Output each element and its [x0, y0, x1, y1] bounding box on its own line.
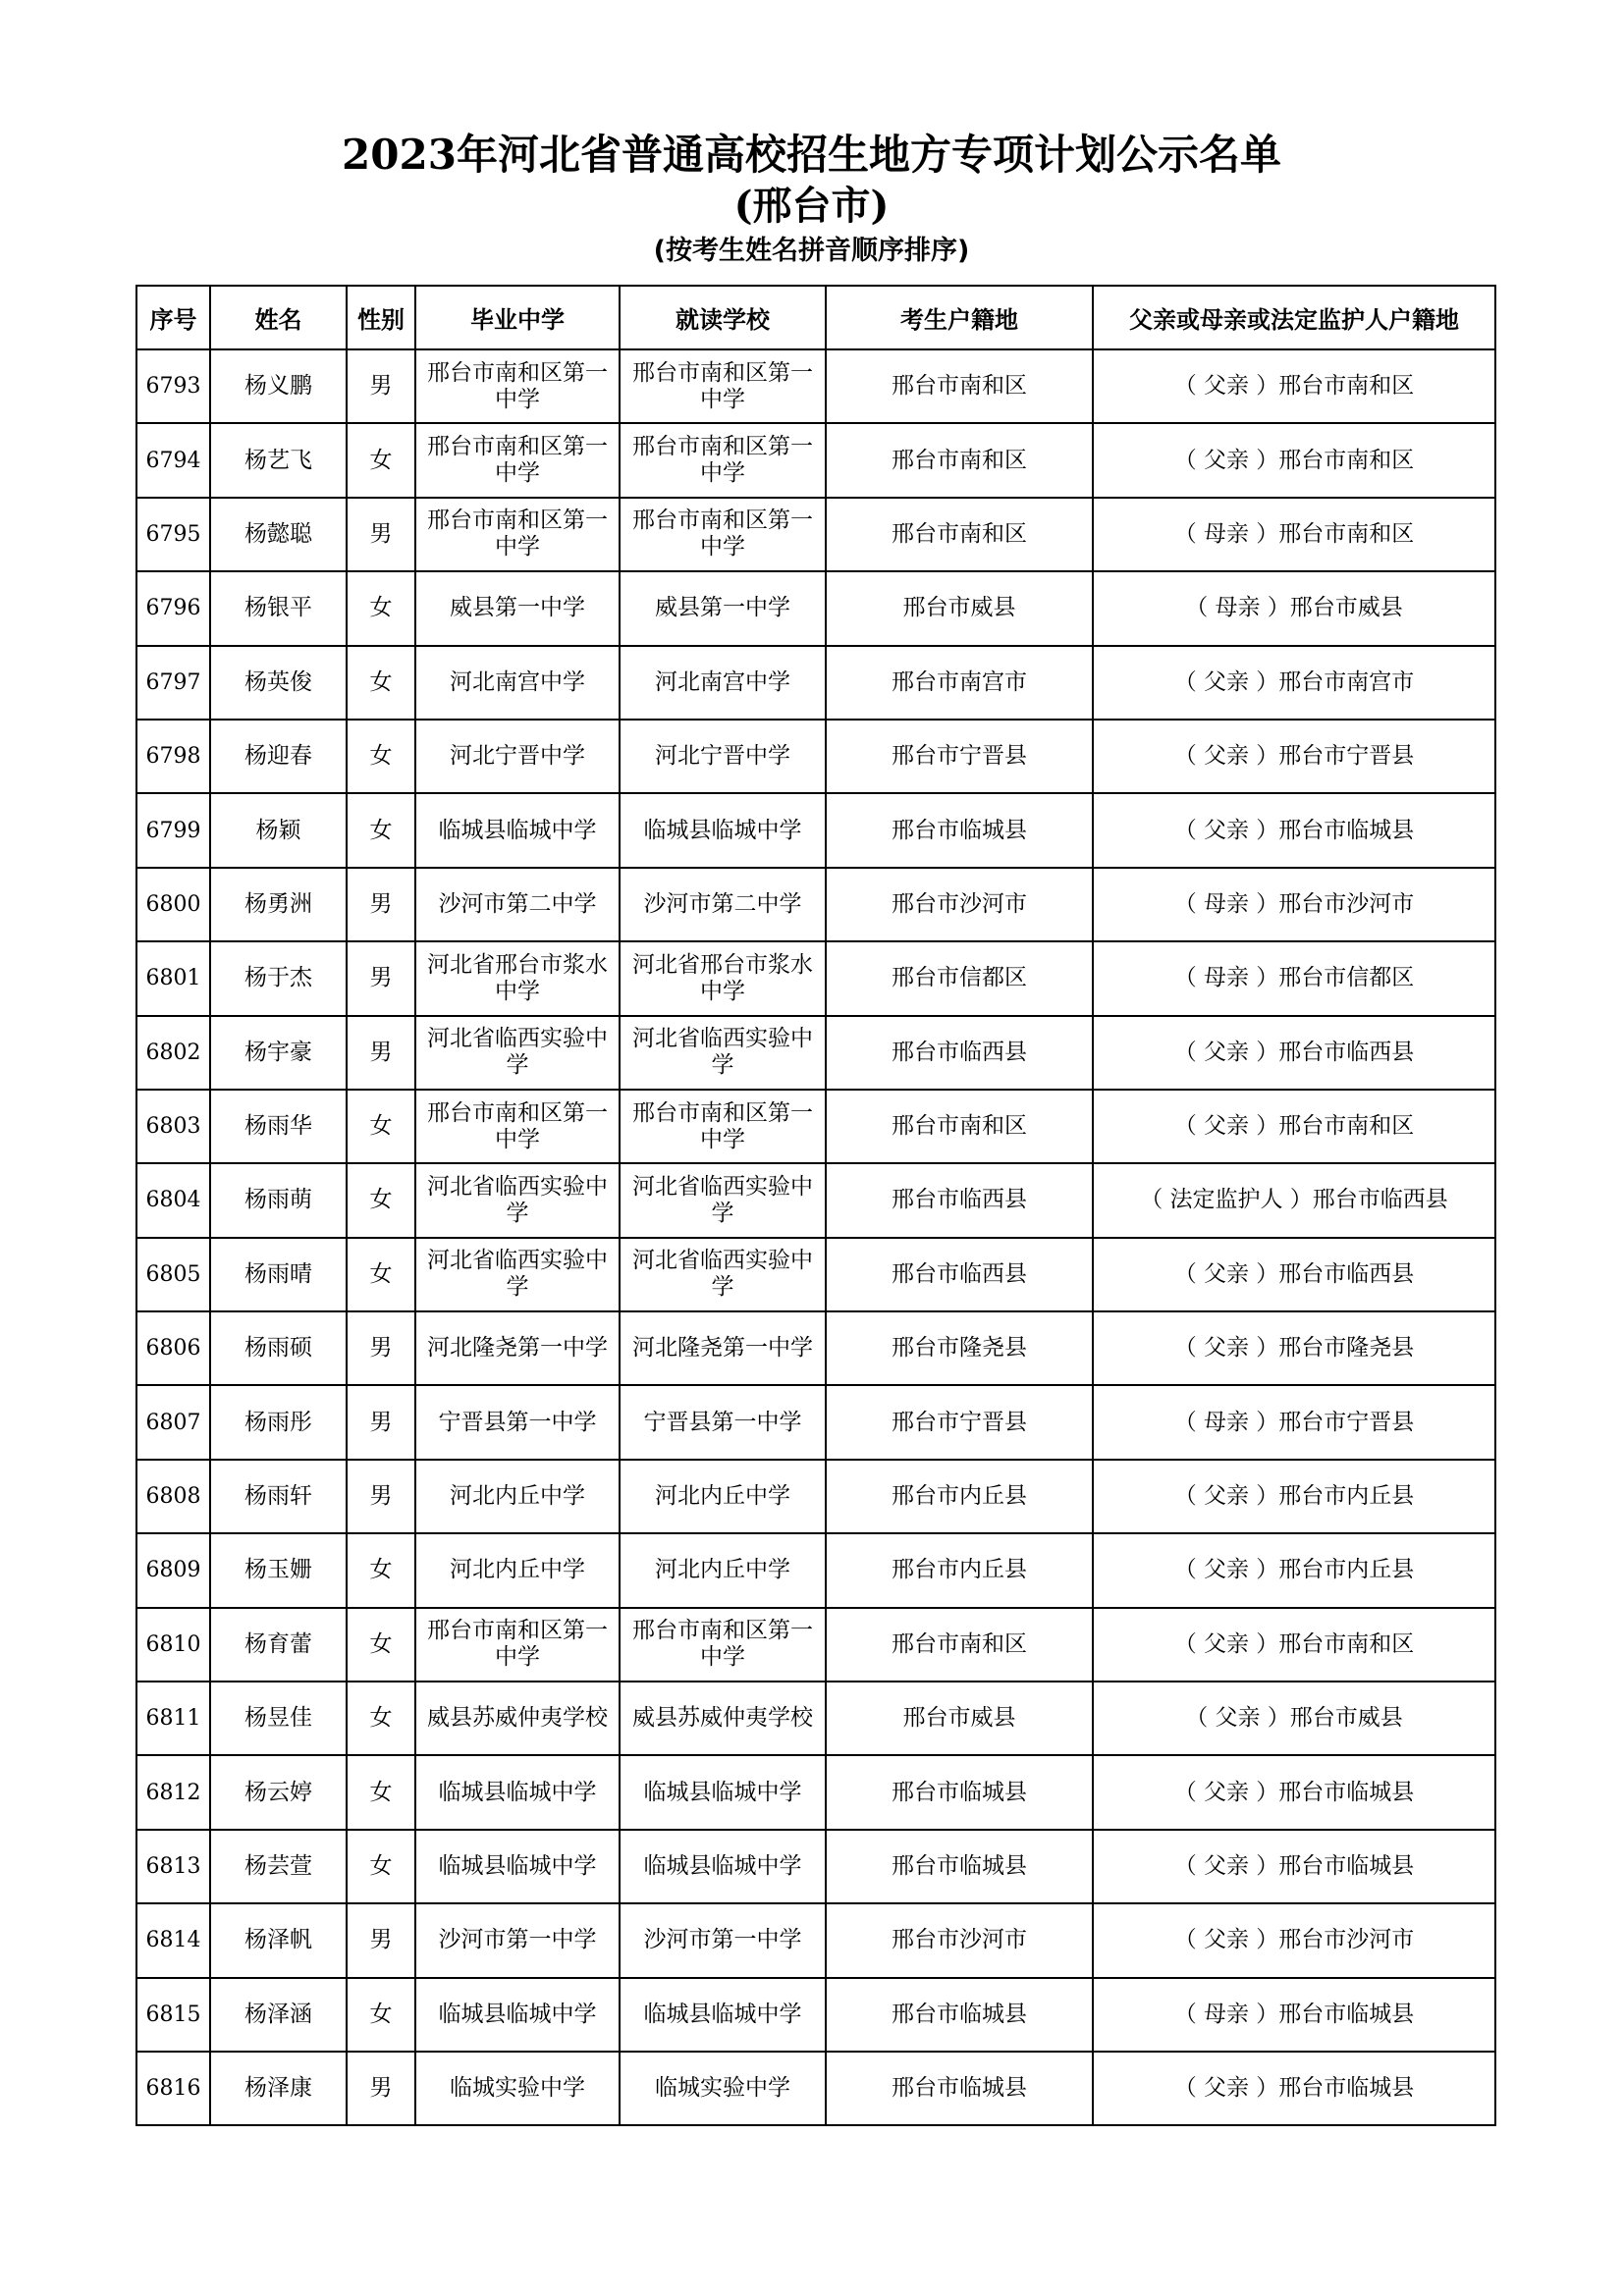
cell-household-registration: 邢台市隆尧县 [826, 1311, 1093, 1385]
cell-name: 杨雨萌 [210, 1163, 347, 1237]
cell-index: 6807 [136, 1385, 210, 1459]
cell-index: 6800 [136, 868, 210, 941]
table-row [136, 1311, 1495, 1385]
cell-current-school: 沙河市第二中学 [620, 868, 826, 941]
cell-graduation-school: 邢台市南和区第一中学 [415, 1608, 620, 1682]
table-row [136, 1978, 1495, 2052]
cell-guardian-registration: （ 父亲 ）邢台市南和区 [1093, 1090, 1495, 1163]
table-header-row [136, 286, 1495, 349]
cell-name: 杨艺飞 [210, 423, 347, 497]
cell-name: 杨英俊 [210, 646, 347, 720]
cell-guardian-registration: （ 父亲 ）邢台市威县 [1093, 1682, 1495, 1755]
cell-household-registration: 邢台市宁晋县 [826, 720, 1093, 793]
header-gender: 性别 [347, 286, 415, 349]
document-title: 2023年河北省普通高校招生地方专项计划公示名单 [342, 131, 1281, 179]
table-row [136, 423, 1495, 497]
cell-household-registration: 邢台市临城县 [826, 1978, 1093, 2052]
cell-current-school: 河北宁晋中学 [620, 720, 826, 793]
cell-graduation-school: 河北南宫中学 [415, 646, 620, 720]
cell-guardian-registration: （ 父亲 ）邢台市宁晋县 [1093, 720, 1495, 793]
cell-current-school: 临城县临城中学 [620, 793, 826, 867]
cell-graduation-school: 河北内丘中学 [415, 1533, 620, 1607]
cell-household-registration: 邢台市威县 [826, 1682, 1093, 1755]
table-row [136, 793, 1495, 867]
cell-current-school: 邢台市南和区第一中学 [620, 349, 826, 423]
cell-guardian-registration: （ 法定监护人 ）邢台市临西县 [1093, 1163, 1495, 1237]
cell-household-registration: 邢台市沙河市 [826, 868, 1093, 941]
cell-graduation-school: 河北隆尧第一中学 [415, 1311, 620, 1385]
cell-name: 杨泽涵 [210, 1978, 347, 2052]
cell-index: 6805 [136, 1238, 210, 1311]
cell-gender: 女 [347, 1682, 415, 1755]
cell-index: 6796 [136, 571, 210, 645]
cell-gender: 男 [347, 1460, 415, 1533]
cell-current-school: 临城县临城中学 [620, 1755, 826, 1829]
table-row [136, 1385, 1495, 1459]
cell-household-registration: 邢台市内丘县 [826, 1460, 1093, 1533]
table-row [136, 868, 1495, 941]
header-index: 序号 [136, 286, 210, 349]
table-row [136, 1682, 1495, 1755]
cell-gender: 女 [347, 1608, 415, 1682]
cell-household-registration: 邢台市临西县 [826, 1163, 1093, 1237]
cell-guardian-registration: （ 父亲 ）邢台市南和区 [1093, 349, 1495, 423]
cell-graduation-school: 河北省邢台市浆水中学 [415, 941, 620, 1015]
cell-index: 6811 [136, 1682, 210, 1755]
cell-graduation-school: 河北宁晋中学 [415, 720, 620, 793]
cell-guardian-registration: （ 父亲 ）邢台市临城县 [1093, 2052, 1495, 2125]
cell-name: 杨勇洲 [210, 868, 347, 941]
cell-household-registration: 邢台市信都区 [826, 941, 1093, 1015]
cell-name: 杨雨彤 [210, 1385, 347, 1459]
table-row [136, 1460, 1495, 1533]
cell-gender: 女 [347, 423, 415, 497]
cell-graduation-school: 临城实验中学 [415, 2052, 620, 2125]
table-row [136, 571, 1495, 645]
cell-current-school: 河北省临西实验中学 [620, 1163, 826, 1237]
cell-gender: 男 [347, 1385, 415, 1459]
cell-current-school: 河北省临西实验中学 [620, 1238, 826, 1311]
cell-name: 杨玉姗 [210, 1533, 347, 1607]
cell-graduation-school: 临城县临城中学 [415, 1830, 620, 1903]
cell-household-registration: 邢台市南和区 [826, 423, 1093, 497]
cell-gender: 男 [347, 1016, 415, 1090]
cell-index: 6798 [136, 720, 210, 793]
cell-gender: 女 [347, 571, 415, 645]
table-row [136, 498, 1495, 571]
header-name: 姓名 [210, 286, 347, 349]
sort-note: (按考生姓名拼音顺序排序) [653, 236, 970, 266]
cell-gender: 男 [347, 349, 415, 423]
cell-graduation-school: 邢台市南和区第一中学 [415, 423, 620, 497]
table-row [136, 1238, 1495, 1311]
header-guardian-registration: 父亲或母亲或法定监护人户籍地 [1093, 286, 1495, 349]
cell-name: 杨昱佳 [210, 1682, 347, 1755]
cell-household-registration: 邢台市临城县 [826, 1755, 1093, 1829]
cell-graduation-school: 沙河市第一中学 [415, 1903, 620, 1977]
cell-guardian-registration: （ 母亲 ）邢台市宁晋县 [1093, 1385, 1495, 1459]
cell-graduation-school: 临城县临城中学 [415, 1755, 620, 1829]
cell-current-school: 邢台市南和区第一中学 [620, 1608, 826, 1682]
cell-current-school: 威县苏威仲夷学校 [620, 1682, 826, 1755]
cell-graduation-school: 沙河市第二中学 [415, 868, 620, 941]
cell-index: 6816 [136, 2052, 210, 2125]
cell-gender: 女 [347, 1163, 415, 1237]
cell-household-registration: 邢台市南和区 [826, 498, 1093, 571]
cell-name: 杨雨硕 [210, 1311, 347, 1385]
table-row [136, 1016, 1495, 1090]
cell-guardian-registration: （ 父亲 ）邢台市临西县 [1093, 1016, 1495, 1090]
cell-index: 6808 [136, 1460, 210, 1533]
cell-graduation-school: 邢台市南和区第一中学 [415, 1090, 620, 1163]
cell-index: 6799 [136, 793, 210, 867]
cell-index: 6797 [136, 646, 210, 720]
cell-gender: 男 [347, 868, 415, 941]
cell-name: 杨雨华 [210, 1090, 347, 1163]
cell-graduation-school: 河北省临西实验中学 [415, 1016, 620, 1090]
cell-graduation-school: 邢台市南和区第一中学 [415, 498, 620, 571]
table-row [136, 349, 1495, 423]
cell-household-registration: 邢台市威县 [826, 571, 1093, 645]
table-row [136, 1830, 1495, 1903]
cell-guardian-registration: （ 母亲 ）邢台市临城县 [1093, 1978, 1495, 2052]
cell-household-registration: 邢台市宁晋县 [826, 1385, 1093, 1459]
cell-graduation-school: 河北省临西实验中学 [415, 1163, 620, 1237]
cell-name: 杨于杰 [210, 941, 347, 1015]
cell-graduation-school: 宁晋县第一中学 [415, 1385, 620, 1459]
cell-current-school: 河北省邢台市浆水中学 [620, 941, 826, 1015]
cell-graduation-school: 河北省临西实验中学 [415, 1238, 620, 1311]
cell-name: 杨迎春 [210, 720, 347, 793]
cell-graduation-school: 临城县临城中学 [415, 793, 620, 867]
cell-gender: 女 [347, 720, 415, 793]
cell-current-school: 宁晋县第一中学 [620, 1385, 826, 1459]
cell-guardian-registration: （ 父亲 ）邢台市临城县 [1093, 793, 1495, 867]
cell-guardian-registration: （ 父亲 ）邢台市南和区 [1093, 1608, 1495, 1682]
table-row [136, 646, 1495, 720]
cell-index: 6814 [136, 1903, 210, 1977]
cell-graduation-school: 邢台市南和区第一中学 [415, 349, 620, 423]
cell-name: 杨泽帆 [210, 1903, 347, 1977]
cell-current-school: 临城县临城中学 [620, 1978, 826, 2052]
cell-name: 杨育蕾 [210, 1608, 347, 1682]
cell-index: 6793 [136, 349, 210, 423]
cell-current-school: 河北内丘中学 [620, 1533, 826, 1607]
table-row [136, 1533, 1495, 1607]
header-current-school: 就读学校 [620, 286, 826, 349]
cell-current-school: 河北省临西实验中学 [620, 1016, 826, 1090]
cell-index: 6815 [136, 1978, 210, 2052]
cell-current-school: 邢台市南和区第一中学 [620, 423, 826, 497]
table-row [136, 1608, 1495, 1682]
table-row [136, 720, 1495, 793]
cell-household-registration: 邢台市内丘县 [826, 1533, 1093, 1607]
cell-index: 6795 [136, 498, 210, 571]
cell-guardian-registration: （ 母亲 ）邢台市威县 [1093, 571, 1495, 645]
cell-household-registration: 邢台市沙河市 [826, 1903, 1093, 1977]
cell-current-school: 临城实验中学 [620, 2052, 826, 2125]
cell-name: 杨懿聪 [210, 498, 347, 571]
cell-index: 6794 [136, 423, 210, 497]
cell-index: 6813 [136, 1830, 210, 1903]
cell-gender: 女 [347, 793, 415, 867]
cell-graduation-school: 威县苏威仲夷学校 [415, 1682, 620, 1755]
cell-household-registration: 邢台市临城县 [826, 2052, 1093, 2125]
table-row [136, 1903, 1495, 1977]
roster-table [135, 285, 1496, 2126]
cell-guardian-registration: （ 父亲 ）邢台市临西县 [1093, 1238, 1495, 1311]
cell-current-school: 河北南宫中学 [620, 646, 826, 720]
cell-gender: 女 [347, 1830, 415, 1903]
cell-gender: 女 [347, 1533, 415, 1607]
cell-household-registration: 邢台市南和区 [826, 1608, 1093, 1682]
cell-gender: 女 [347, 646, 415, 720]
cell-guardian-registration: （ 母亲 ）邢台市信都区 [1093, 941, 1495, 1015]
cell-guardian-registration: （ 母亲 ）邢台市沙河市 [1093, 868, 1495, 941]
cell-name: 杨雨晴 [210, 1238, 347, 1311]
cell-current-school: 邢台市南和区第一中学 [620, 1090, 826, 1163]
cell-current-school: 邢台市南和区第一中学 [620, 498, 826, 571]
cell-graduation-school: 临城县临城中学 [415, 1978, 620, 2052]
cell-gender: 男 [347, 498, 415, 571]
cell-name: 杨宇豪 [210, 1016, 347, 1090]
cell-guardian-registration: （ 父亲 ）邢台市临城县 [1093, 1755, 1495, 1829]
cell-gender: 女 [347, 1755, 415, 1829]
cell-name: 杨义鹏 [210, 349, 347, 423]
cell-index: 6803 [136, 1090, 210, 1163]
cell-index: 6801 [136, 941, 210, 1015]
header-household-registration: 考生户籍地 [826, 286, 1093, 349]
cell-guardian-registration: （ 父亲 ）邢台市南和区 [1093, 423, 1495, 497]
cell-gender: 女 [347, 1978, 415, 2052]
cell-household-registration: 邢台市南和区 [826, 349, 1093, 423]
cell-name: 杨银平 [210, 571, 347, 645]
cell-gender: 男 [347, 2052, 415, 2125]
cell-name: 杨云婷 [210, 1755, 347, 1829]
table-row [136, 941, 1495, 1015]
cell-household-registration: 邢台市临西县 [826, 1016, 1093, 1090]
cell-gender: 女 [347, 1238, 415, 1311]
cell-guardian-registration: （ 父亲 ）邢台市内丘县 [1093, 1533, 1495, 1607]
cell-name: 杨芸萱 [210, 1830, 347, 1903]
cell-guardian-registration: （ 父亲 ）邢台市南宫市 [1093, 646, 1495, 720]
table-row [136, 1755, 1495, 1829]
cell-index: 6809 [136, 1533, 210, 1607]
cell-guardian-registration: （ 父亲 ）邢台市沙河市 [1093, 1903, 1495, 1977]
cell-household-registration: 邢台市临西县 [826, 1238, 1093, 1311]
cell-household-registration: 邢台市临城县 [826, 793, 1093, 867]
table-row [136, 1163, 1495, 1237]
cell-guardian-registration: （ 父亲 ）邢台市内丘县 [1093, 1460, 1495, 1533]
cell-name: 杨雨轩 [210, 1460, 347, 1533]
cell-guardian-registration: （ 父亲 ）邢台市隆尧县 [1093, 1311, 1495, 1385]
cell-guardian-registration: （ 父亲 ）邢台市临城县 [1093, 1830, 1495, 1903]
cell-current-school: 河北内丘中学 [620, 1460, 826, 1533]
cell-current-school: 河北隆尧第一中学 [620, 1311, 826, 1385]
cell-guardian-registration: （ 母亲 ）邢台市南和区 [1093, 498, 1495, 571]
cell-household-registration: 邢台市临城县 [826, 1830, 1093, 1903]
document-subtitle: (邢台市) [733, 183, 890, 229]
cell-index: 6804 [136, 1163, 210, 1237]
cell-current-school: 沙河市第一中学 [620, 1903, 826, 1977]
cell-index: 6806 [136, 1311, 210, 1385]
cell-household-registration: 邢台市南宫市 [826, 646, 1093, 720]
cell-graduation-school: 河北内丘中学 [415, 1460, 620, 1533]
cell-graduation-school: 威县第一中学 [415, 571, 620, 645]
cell-gender: 男 [347, 1311, 415, 1385]
cell-index: 6812 [136, 1755, 210, 1829]
cell-current-school: 临城县临城中学 [620, 1830, 826, 1903]
cell-gender: 男 [347, 941, 415, 1015]
table-row [136, 2052, 1495, 2125]
cell-name: 杨泽康 [210, 2052, 347, 2125]
cell-index: 6802 [136, 1016, 210, 1090]
cell-gender: 男 [347, 1903, 415, 1977]
table-row [136, 1090, 1495, 1163]
cell-gender: 女 [347, 1090, 415, 1163]
header-graduation-school: 毕业中学 [415, 286, 620, 349]
cell-household-registration: 邢台市南和区 [826, 1090, 1093, 1163]
cell-index: 6810 [136, 1608, 210, 1682]
cell-current-school: 威县第一中学 [620, 571, 826, 645]
cell-name: 杨颖 [210, 793, 347, 867]
